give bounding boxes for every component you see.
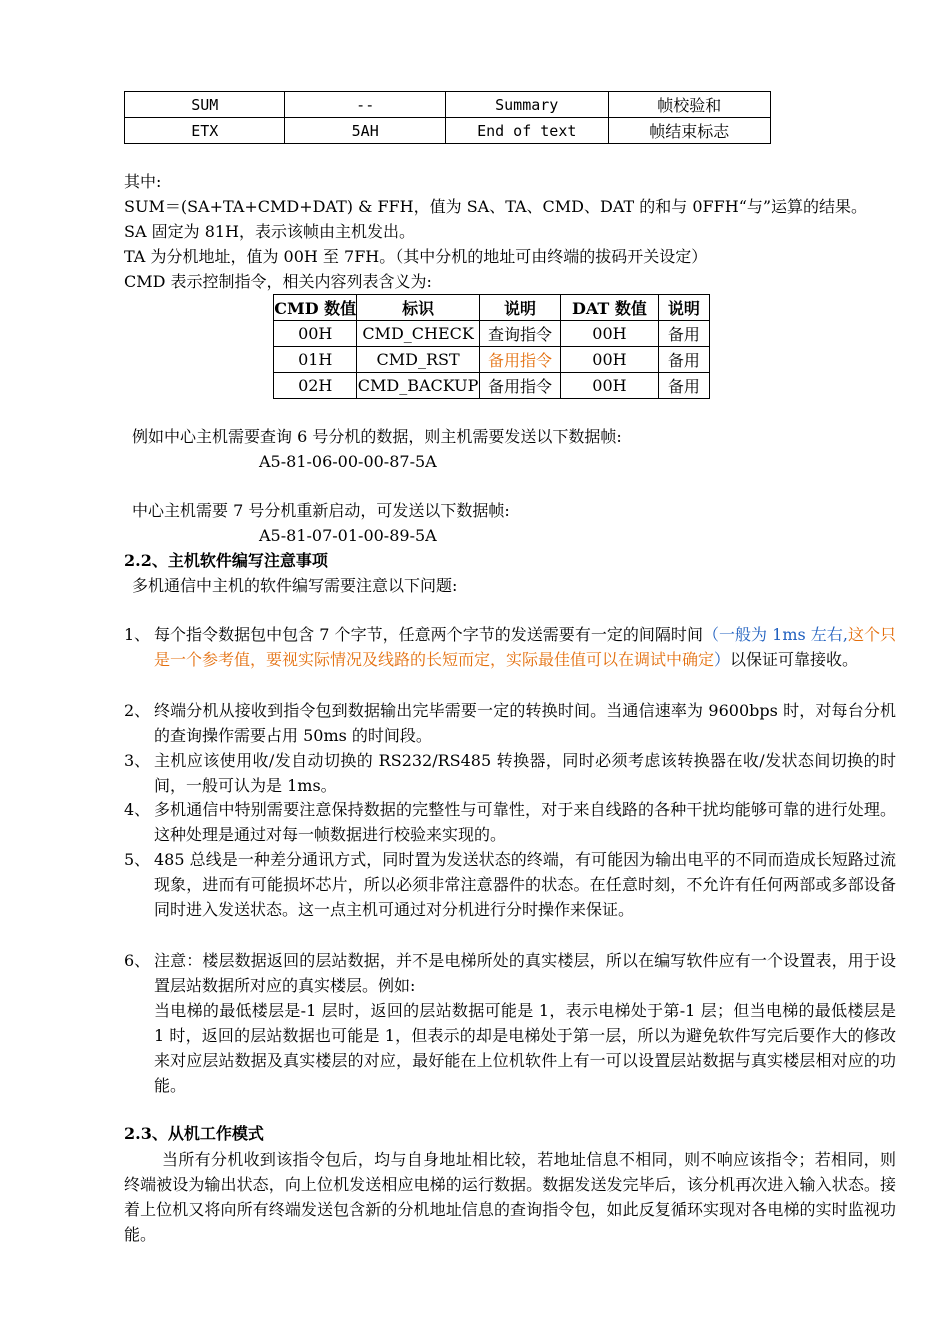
table-cell: End of text <box>445 118 608 144</box>
table-cell: 帧结束标志 <box>608 118 770 144</box>
list-item-body <box>154 622 896 672</box>
item-text-orange: 这个只是一个参考值，要视实际情况及线路的长短而定，实际最佳值可以在调试中确定 <box>154 625 896 669</box>
list-number: 4、 <box>124 800 151 819</box>
section-heading: 2.3、从机工作模式 <box>124 1124 264 1143</box>
table-cell: CMD_CHECK <box>357 321 479 347</box>
table-cell: 00H <box>561 321 659 347</box>
item-text-example: 当电梯的最低楼层是-1 层时，返回的层站数据可能是 1，表示电梯处于第-1 层；但当电梯的最低楼层是 1 时，返回的层站数据也可能是 1，但表示的却是电梯处于第一层，所以为避免软件写完后要作大的修改来对应层站数据及真实楼层的对应，最好能在上位机软件上有一可以设置层站数据与真实楼层相对应的功能。 <box>154 1001 896 1095</box>
item-text-blue: （一般为 1ms 左右, <box>702 625 848 644</box>
table-cell: 5AH <box>285 118 445 144</box>
list-item-body <box>154 948 896 1098</box>
item-text: 注意：楼层数据返回的层站数据，并不是电梯所处的真实楼层，所以在编写软件应有一个设置表，用于设置层站数据所对应的真实楼层。例如: <box>154 951 896 995</box>
table-row <box>274 347 710 373</box>
item-text: 以保证可靠接收。 <box>730 650 859 669</box>
table-row <box>274 373 710 399</box>
table-cell: 00H <box>561 373 659 399</box>
table-cell: -- <box>285 92 445 118</box>
table-cell: 01H <box>274 347 357 373</box>
table-cell: 备用 <box>658 373 709 399</box>
example-text: 中心主机需要 7 号分机重新启动，可发送以下数据帧: <box>132 501 510 520</box>
column-header: 说明 <box>479 295 560 321</box>
table-cell: 00H <box>274 321 357 347</box>
list-item-body: 终端分机从接收到指令包到数据输出完毕需要一定的转换时间。当通信速率为 9600bps 时，对每台分机的查询操作需要占用 50ms 的时间段。 <box>154 701 896 745</box>
item-text: 每个指令数据包中包含 7 个字节，任意两个字节的发送需要有一定的间隔时间 <box>154 625 703 644</box>
item-text-blue: ） <box>714 650 731 669</box>
list-item-body: 主机应该使用收/发自动切换的 RS232/RS485 转换器，同时必须考虑该转换器在收/发状态间切换的时间，一般可认为是 1ms。 <box>154 751 896 795</box>
paragraph: 当所有分机收到该指令包后，均与自身地址相比较，若地址信息不相同，则不响应该指令；若相同，则终端被设为输出状态，向上位机发送相应电梯的运行数据。数据发送发完毕后，该分机再次进入输入状态。接着上位机又将向所有终端发送包含新的分机地址信息的查询指令包，如此反复循环实现对各电梯的实时监视功能。 <box>124 1150 896 1244</box>
table-cell: 备用 <box>658 321 709 347</box>
table-header-row <box>274 295 710 321</box>
list-item-body: 多机通信中特别需要注意保持数据的完整性与可靠性，对于来自线路的各种干扰均能够可靠的进行处理。这种处理是通过对每一帧数据进行校验来实现的。 <box>154 800 896 844</box>
intro-line: SA 固定为 81H，表示该帧由主机发出。 <box>124 222 416 241</box>
table-cell: SUM <box>125 92 285 118</box>
list-number: 5、 <box>124 850 151 869</box>
column-header: DAT 数值 <box>561 295 659 321</box>
table-cell-highlighted: 备用指令 <box>479 347 560 373</box>
list-item <box>124 797 896 847</box>
example-frame-code: A5-81-06-00-00-87-5A <box>259 452 437 471</box>
intro-line: TA 为分机地址，值为 00H 至 7FH。（其中分机的地址可由终端的拔码开关设定） <box>124 247 708 266</box>
column-header: CMD 数值 <box>274 295 357 321</box>
table-cell: ETX <box>125 118 285 144</box>
intro-line: CMD 表示控制指令，相关内容列表含义为: <box>124 272 432 291</box>
section-heading: 2.2、主机软件编写注意事项 <box>124 551 328 570</box>
section-intro: 多机通信中主机的软件编写需要注意以下问题: <box>132 576 458 595</box>
cmd-table <box>273 294 710 399</box>
frame-format-table <box>124 91 771 144</box>
table-cell: 帧校验和 <box>608 92 770 118</box>
intro-line: 其中: <box>124 172 162 191</box>
table-cell: 备用指令 <box>479 373 560 399</box>
intro-line: SUM＝(SA+TA+CMD+DAT) & FFH，值为 SA、TA、CMD、DAT 的和与 0FFH“与”运算的结果。 <box>124 197 868 216</box>
column-header: 标识 <box>357 295 479 321</box>
list-number: 1、 <box>124 625 151 644</box>
list-number: 6、 <box>124 951 151 970</box>
table-cell: 00H <box>561 347 659 373</box>
list-item <box>124 622 896 672</box>
list-item <box>124 748 896 798</box>
table-cell: Summary <box>445 92 608 118</box>
table-cell: 02H <box>274 373 357 399</box>
column-header: 说明 <box>658 295 709 321</box>
list-number: 3、 <box>124 751 151 770</box>
table-row <box>125 118 771 144</box>
table-cell: CMD_RST <box>357 347 479 373</box>
table-row <box>274 321 710 347</box>
example-text: 例如中心主机需要查询 6 号分机的数据，则主机需要发送以下数据帧: <box>132 427 622 446</box>
list-item <box>124 948 896 1098</box>
table-cell: 备用 <box>658 347 709 373</box>
table-row <box>125 92 771 118</box>
table-cell: 查询指令 <box>479 321 560 347</box>
example-frame-code: A5-81-07-01-00-89-5A <box>259 526 437 545</box>
list-item-body: 485 总线是一种差分通讯方式，同时置为发送状态的终端，有可能因为输出电平的不同而造成长短路过流现象，进而有可能损坏芯片，所以必须非常注意器件的状态。在任意时刻，不允许有任何两部或多部设备同时进入发送状态。这一点主机可通过对分机进行分时操作来保证。 <box>154 850 896 919</box>
list-item <box>124 847 896 922</box>
list-number: 2、 <box>124 701 151 720</box>
section-body <box>124 1147 896 1247</box>
list-item <box>124 698 896 748</box>
table-cell: CMD_BACKUP <box>357 373 479 399</box>
